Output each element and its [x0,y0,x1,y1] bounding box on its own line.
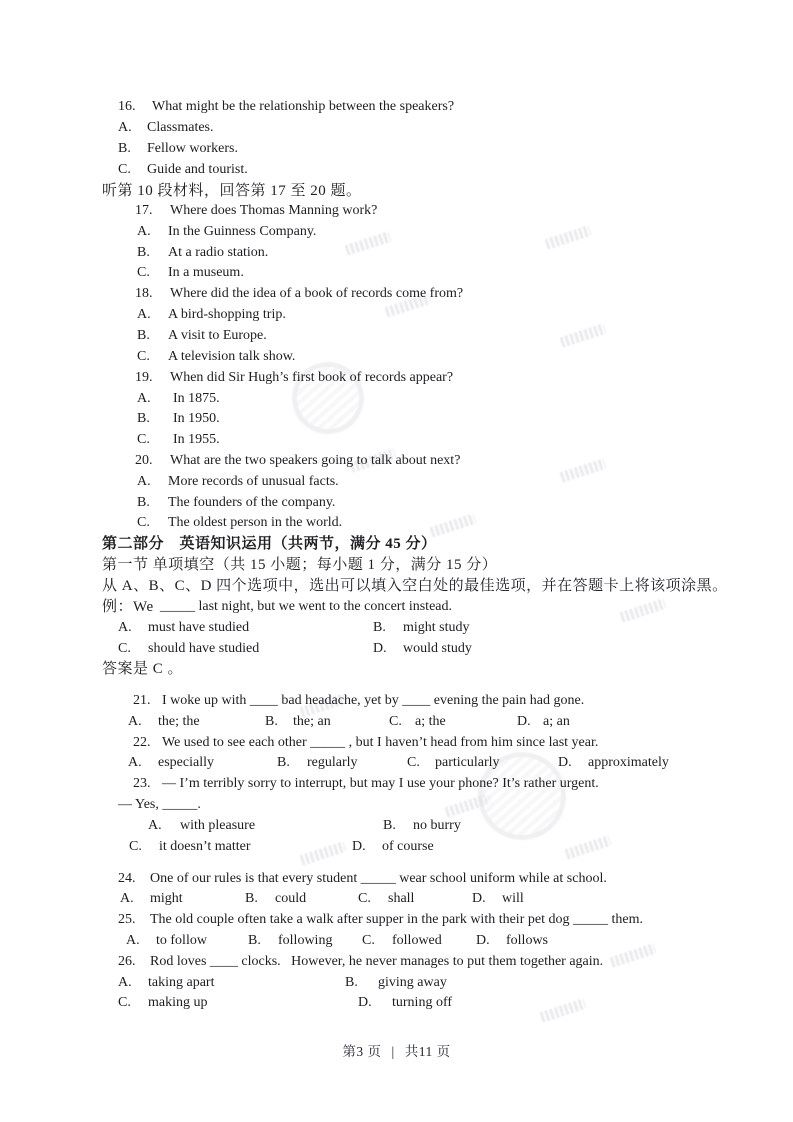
text-segment: 20. [135,453,153,468]
text-segment: A. [118,620,132,635]
option-16-c [0,160,793,181]
text-segment: The oldest person in the world. [168,515,343,530]
options-25 [0,931,793,952]
text-segment: A. [128,755,142,770]
text-segment: 22. [133,735,151,750]
footer-separator-icon: | [391,1044,395,1059]
question-25 [0,910,793,931]
text-segment: the; the [158,714,200,729]
option-18-b [0,326,793,347]
text-segment: 21. [133,693,151,708]
text-segment: 18. [135,286,153,301]
text-segment: D. [476,933,490,948]
text-segment: C. [362,933,375,948]
example-answer [0,659,793,680]
text-segment: might study [403,620,470,635]
section-2-heading [0,534,793,555]
text-segment: D. [472,891,486,906]
options-22 [0,753,793,774]
option-18-c [0,347,793,368]
text-segment: A. [118,120,132,135]
text-segment: particularly [435,755,500,770]
text-segment: A visit to Europe. [168,328,267,343]
question-18 [0,284,793,305]
text-segment: with pleasure [180,818,256,833]
text-segment: a; the [415,714,446,729]
text-segment: _____ last night, but we went to the concert instead. [160,599,452,614]
text-segment: B. [245,891,258,906]
text-segment: B. [383,818,396,833]
option-16-a [0,118,793,139]
text-segment: In the Guinness Company. [168,224,317,239]
text-segment: 听第 10 段材料，回答第 17 至 20 题。 [102,183,362,199]
text-segment: especially [158,755,214,770]
text-segment: The founders of the company. [168,495,336,510]
text-segment: The old couple often take a walk after supper in the park with their pet dog _____ them. [150,912,643,927]
text-segment: A. [128,714,142,729]
text-segment: A television talk show. [168,349,296,364]
text-segment: of course [382,839,434,854]
example-sentence [0,597,793,618]
text-segment: D. [358,995,372,1010]
text-segment: to follow [156,933,207,948]
text-segment: C. [118,995,131,1010]
option-19-b [0,409,793,430]
text-segment: What might be the relationship between the speakers? [152,99,455,114]
text-segment: Where did the idea of a book of records come from? [170,286,464,301]
text-segment: B. [137,411,150,426]
text-segment: might [150,891,183,906]
text-segment: Where does Thomas Manning work? [170,203,378,218]
text-segment: 17. [135,203,153,218]
text-segment: A. [137,224,151,239]
text-segment: In 1875. [173,391,220,406]
example-options-cd [0,639,793,660]
text-segment: What are the two speakers going to talk about next? [170,453,461,468]
text-segment: C. [358,891,371,906]
text-segment: regularly [307,755,358,770]
text-segment: no burry [413,818,461,833]
text-segment: making up [148,995,208,1010]
text-segment: A. [126,933,140,948]
text-segment: C. [137,515,150,530]
text-segment: shall [388,891,415,906]
page-total: 共11 页 [404,1044,451,1059]
text-segment: 24. [118,871,136,886]
example-options-ab [0,618,793,639]
options-26-ab [0,973,793,994]
page-number: 第3 页 [342,1044,382,1059]
text-segment: C. [118,641,131,656]
text-segment: follows [506,933,548,948]
text-segment: C. [389,714,402,729]
text-segment: B. [265,714,278,729]
text-segment: A. [148,818,162,833]
text-segment: 25. [118,912,136,927]
text-segment: 第二部分 英语知识运用（共两节，满分 45 分） [102,536,437,552]
question-23 [0,774,793,795]
text-segment: C. [137,349,150,364]
text-segment: B. [137,245,150,260]
text-segment: followed [392,933,442,948]
option-17-b [0,243,793,264]
question-21 [0,691,793,712]
text-segment: 23. [133,776,151,791]
text-segment: One of our rules is that every student _____ wear school uniform while at school. [150,871,607,886]
question-26 [0,952,793,973]
text-segment: Rod loves ____ clocks. However, he never manages to put them together again. [150,954,604,969]
text-segment: C. [407,755,420,770]
option-18-a [0,305,793,326]
text-segment: C. [118,162,131,177]
text-segment: 例：We [102,599,154,615]
text-segment: would study [403,641,472,656]
option-17-a [0,222,793,243]
listening-section-10-instruction [0,181,793,202]
question-23-reply [0,795,793,816]
text-segment: More records of unusual facts. [168,474,339,489]
text-segment: Fellow workers. [147,141,238,156]
option-16-b [0,139,793,160]
text-segment: B. [137,328,150,343]
text-segment: 答案是 C 。 [102,661,184,677]
question-22 [0,733,793,754]
text-segment: Classmates. [147,120,214,135]
text-segment: We used to see each other _____ , but I haven’t head from him since last year. [162,735,599,750]
text-segment: will [502,891,524,906]
text-segment: B. [118,141,131,156]
option-20-c [0,513,793,534]
text-segment: B. [248,933,261,948]
options-23-cd [0,837,793,858]
text-segment: A. [137,474,151,489]
text-segment: In a museum. [168,265,244,280]
option-20-a [0,472,793,493]
text-segment: approximately [588,755,669,770]
text-segment: A. [137,391,151,406]
text-segment: 从 A、B、C、D 四个选项中，选出可以填入空白处的最佳选项，并在答题卡上将该项涂黑。 [102,578,728,594]
text-segment: In 1950. [173,411,220,426]
option-19-c [0,430,793,451]
option-20-b [0,493,793,514]
text-segment: 19. [135,370,153,385]
text-segment: it doesn’t matter [159,839,251,854]
text-segment: should have studied [148,641,260,656]
text-segment: following [278,933,333,948]
text-segment: 16. [118,99,136,114]
text-segment: 26. [118,954,136,969]
text-segment: A. [120,891,134,906]
text-segment: 第一节 单项填空（共 15 小题；每小题 1 分，满分 15 分） [102,557,498,573]
text-segment: D. [352,839,366,854]
text-segment: the; an [293,714,331,729]
options-24 [0,889,793,910]
question-24 [0,869,793,890]
text-segment: turning off [392,995,453,1010]
text-segment: — I’m terribly sorry to interrupt, but may I use your phone? It’s rather urgent. [162,776,599,791]
text-segment: C. [129,839,142,854]
options-21 [0,712,793,733]
question-17 [0,201,793,222]
options-23-ab [0,816,793,837]
text-segment: A. [118,975,132,990]
instruction-multiple-choice [0,576,793,597]
text-segment: taking apart [148,975,215,990]
options-26-cd [0,993,793,1014]
text-segment: Guide and tourist. [147,162,248,177]
text-segment: — Yes, _____. [118,797,201,812]
section-2-part-1-heading [0,555,793,576]
text-segment: A. [137,307,151,322]
text-segment: In 1955. [173,432,220,447]
text-segment: A bird-shopping trip. [168,307,286,322]
text-segment: B. [277,755,290,770]
text-segment: When did Sir Hugh’s first book of records appear? [170,370,454,385]
text-segment: D. [517,714,531,729]
text-segment: C. [137,432,150,447]
text-segment: D. [558,755,572,770]
question-19 [0,368,793,389]
text-segment: D. [373,641,387,656]
text-segment: B. [345,975,358,990]
question-20 [0,451,793,472]
text-segment: could [275,891,307,906]
text-segment: must have studied [148,620,250,635]
option-17-c [0,263,793,284]
text-segment: I woke up with ____ bad headache, yet by ____ evening the pain had gone. [162,693,585,708]
text-segment: At a radio station. [168,245,269,260]
option-19-a [0,389,793,410]
text-segment: B. [137,495,150,510]
text-segment: a; an [543,714,570,729]
text-segment: giving away [378,975,447,990]
question-16 [0,97,793,118]
page-footer [0,1040,793,1060]
text-segment: C. [137,265,150,280]
text-segment: B. [373,620,386,635]
